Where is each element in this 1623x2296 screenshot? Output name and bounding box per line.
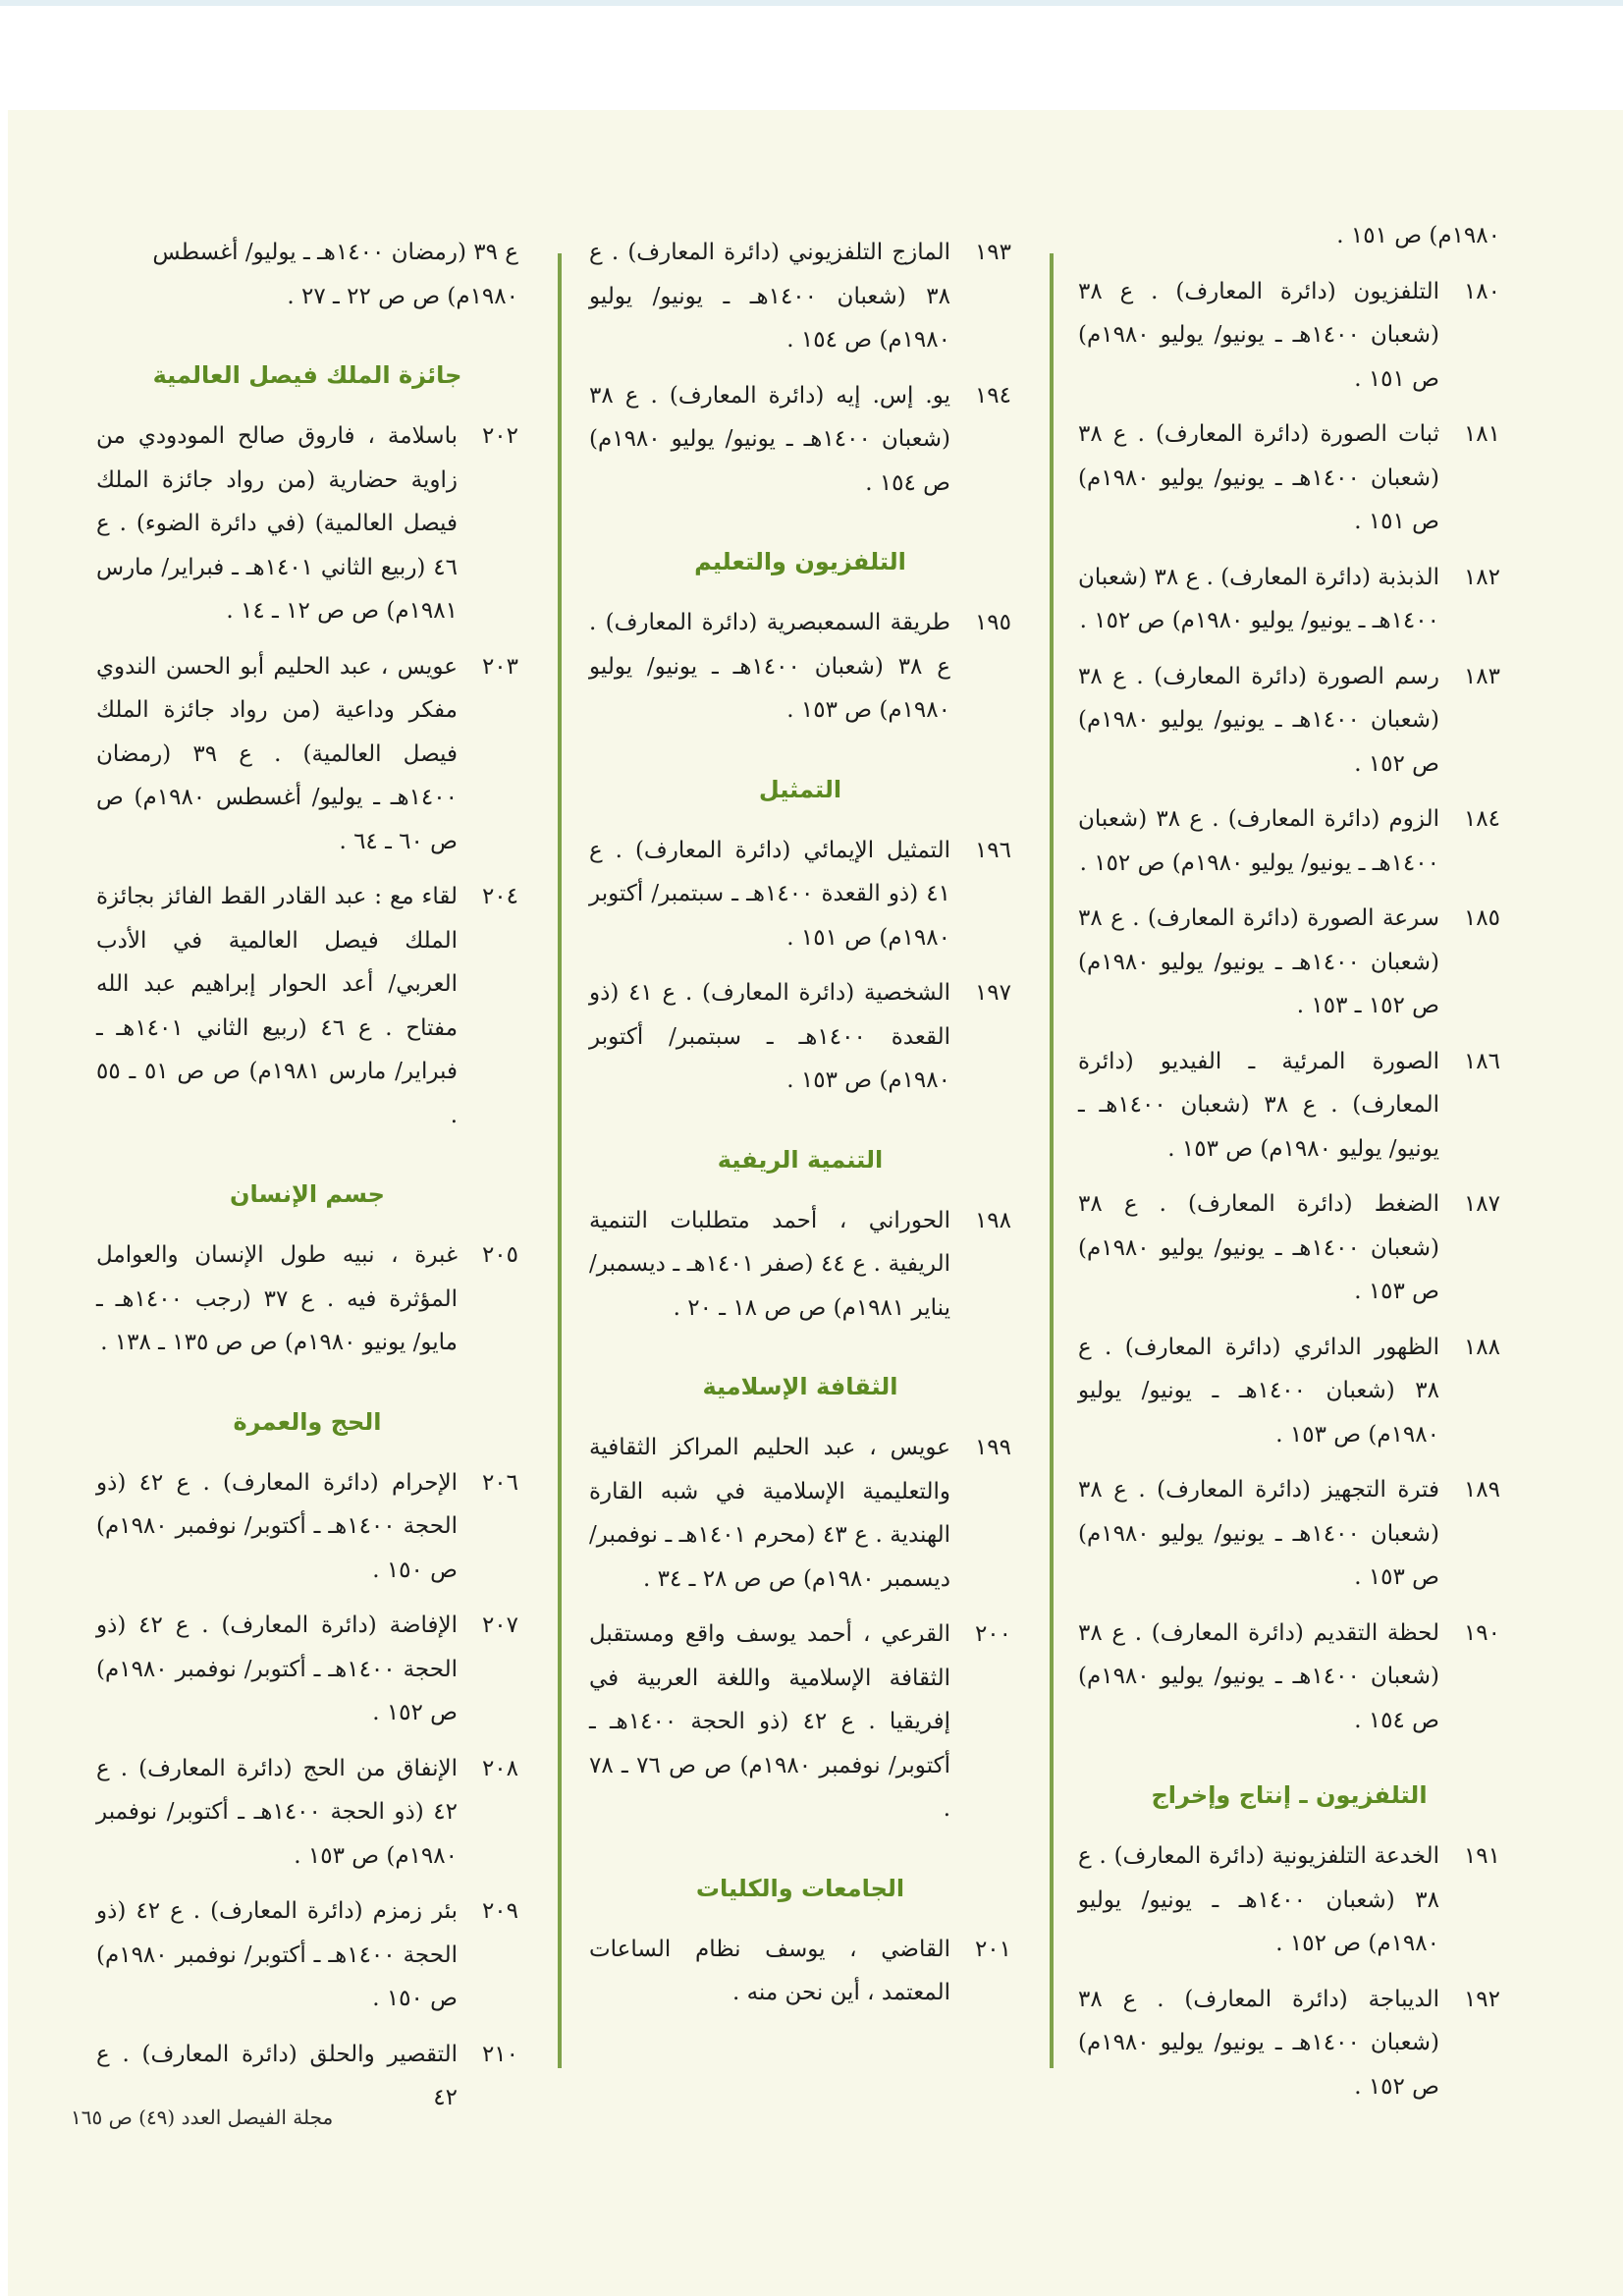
column-rule-left (558, 253, 562, 2068)
section-heading: الثقافة الإسلامية (702, 1373, 898, 1400)
entry-list (589, 1199, 1011, 1331)
entry-number: ١٨١ (1463, 421, 1500, 447)
section-heading: التلفزيون والتعليم (694, 548, 906, 575)
index-entry (1078, 655, 1500, 787)
index-entry (1078, 1978, 1500, 2109)
entry-number: ١٩٥ (974, 610, 1011, 635)
entry-number: ١٩٤ (974, 382, 1011, 409)
entry-list (1078, 270, 1500, 1743)
entry-list (96, 1461, 518, 2120)
entry-text: المازج التلفزيوني (دائرة المعارف) . ع ٣٨ (شعبان ١٤٠٠هـ ـ يونيو/ يوليو ١٩٨٠م) ص ١٥٤ . (589, 240, 950, 353)
entry-list (589, 829, 1011, 1103)
entry-number: ١٩١ (1463, 1843, 1500, 1869)
entry-number: ٢٠٩ (481, 1898, 518, 1924)
index-entry (589, 374, 1011, 506)
index-entry (1078, 1468, 1500, 1600)
continuation-text: ع ٣٩ (رمضان ١٤٠٠هـ ـ يوليو/ أغسطس ١٩٨٠م) ص ص ٢٢ ـ ٢٧ . (152, 240, 518, 309)
entry-number: ٢٠٢ (481, 423, 518, 449)
entry-list (1078, 1834, 1500, 2108)
section-heading: التنمية الريفية (717, 1145, 884, 1174)
entry-number: ١٩٢ (1463, 1986, 1500, 2012)
entry-text: الإفاضة (دائرة المعارف) . ع ٤٢ (ذو الحجة ١٤٠٠هـ ـ أكتوبر/ نوفمبر ١٩٨٠م) ص ١٥٢ . (96, 1613, 459, 1725)
entry-number: ١٩٩ (974, 1435, 1011, 1460)
entry-number: ٢٠٠ (974, 1621, 1011, 1647)
entry-number: ١٨٠ (1463, 278, 1500, 304)
page-footer: مجلة الفيصل العدد (٤٩) ص ١٦٥ (71, 2105, 334, 2129)
index-entry (96, 1604, 518, 1735)
entry-text: لحظة التقديم (دائرة المعارف) . ع ٣٨ (شعبان ١٤٠٠هـ ـ يونيو/ يوليو ١٩٨٠م) ص ١٥٤ . (1078, 1619, 1439, 1733)
entry-number: ١٨٤ (1463, 806, 1500, 832)
index-column-middle (589, 231, 1011, 2296)
entry-list (589, 1928, 1011, 2015)
entry-number: ٢٠٧ (481, 1613, 518, 1638)
index-entry (589, 1426, 1011, 1601)
section-heading: جائزة الملك فيصل العالمية (152, 361, 462, 389)
entry-number: ١٨٢ (1463, 564, 1500, 590)
continuation-text: ١٩٨٠م) ص ١٥١ . (1336, 223, 1500, 248)
index-column-left (96, 231, 518, 2296)
index-entry (96, 1889, 518, 2021)
entry-text: التقصير والحلق (دائرة المعارف) . ع ٤٢ (96, 2041, 458, 2110)
index-entry (589, 601, 1011, 733)
entry-text: الذبذبة (دائرة المعارف) . ع ٣٨ (شعبان ١٤٠٠هـ ـ يونيو/ يوليو ١٩٨٠م) ص ١٥٢ . (1078, 564, 1439, 633)
entry-text: القرعي ، أحمد يوسف واقع ومستقبل الثقافة الإسلامية واللغة العربية في إفريقيا . ع ٤٢ (ذو الحجة ١٤٠٠هـ ـ أكتوبر/ نوفمبر ١٩٨٠م) ص ص ٧٦ ـ ٧٨ . (589, 1621, 950, 1822)
entry-number: ١٨٨ (1463, 1334, 1500, 1360)
entry-text: الزوم (دائرة المعارف) . ع ٣٨ (شعبان ١٤٠٠هـ ـ يونيو/ يوليو ١٩٨٠م) ص ١٥٢ . (1078, 806, 1439, 876)
section-heading: جسم الإنسان (230, 1180, 385, 1208)
index-entry (1078, 797, 1500, 885)
index-entry (96, 645, 518, 864)
entry-list (96, 1233, 518, 1365)
entry-text: عويس ، عبد الحليم أبو الحسن الندوي مفكر وداعية (من رواد جائزة الملك فيصل العالمية) . ع ٣٩ (رمضان ١٤٠٠هـ ـ يوليو/ أغسطس ١٩٨٠م) ص ص ٦٠ ـ ٦٤ . (96, 653, 458, 854)
index-entry (1078, 1040, 1500, 1172)
entry-text: يو. إس. إيه (دائرة المعارف) . ع ٣٨ (شعبان ١٤٠٠هـ ـ يونيو/ يوليو ١٩٨٠م) ص ١٥٤ . (589, 382, 950, 496)
entry-text: التمثيل الإيمائي (دائرة المعارف) . ع ٤١ (ذو القعدة ١٤٠٠هـ ـ سبتمبر/ أكتوبر ١٩٨٠م) ص ١٥١ . (589, 837, 950, 951)
entry-text: الإنفاق من الحج (دائرة المعارف) . ع ٤٢ (ذو الحجة ١٤٠٠هـ ـ أكتوبر/ نوفمبر ١٩٨٠م) ص ١٥٣ . (96, 1755, 458, 1869)
index-entry (96, 1233, 518, 1365)
entry-number: ٢١٠ (481, 2041, 518, 2067)
entry-number: ١٨٦ (1463, 1048, 1500, 1074)
index-entry (1078, 1326, 1500, 1457)
index-entry (1078, 270, 1500, 402)
entry-text: رسم الصورة (دائرة المعارف) . ع ٣٨ (شعبان ١٤٠٠هـ ـ يونيو/ يوليو ١٩٨٠م) ص ١٥٢ . (1078, 663, 1439, 777)
entry-list (589, 601, 1011, 733)
entry-number: ٢٠٣ (481, 653, 518, 680)
entry-text: لقاء مع : عبد القادر القط الفائز بجائزة الملك فيصل العالمية في الأدب العربي/ أعد الحوار إبراهيم عبد الله مفتاح . ع ٤٦ (ربيع الثاني ١٤٠١هـ ـ فبراير/ مارس ١٩٨١م) ص ص ٥١ ـ ٥٥ . (96, 884, 459, 1128)
index-entry (96, 1747, 518, 1879)
entry-list (589, 231, 1011, 505)
index-entry (96, 414, 518, 633)
index-entry (96, 875, 518, 1137)
entry-text: الإحرام (دائرة المعارف) . ع ٤٢ (ذو الحجة ١٤٠٠هـ ـ أكتوبر/ نوفمبر ١٩٨٠م) ص ١٥٠ . (96, 1469, 459, 1583)
index-entry (589, 971, 1011, 1103)
entry-text: الظهور الدائري (دائرة المعارف) . ع ٣٨ (شعبان ١٤٠٠هـ ـ يونيو/ يوليو ١٩٨٠م) ص ١٥٣ . (1078, 1334, 1439, 1448)
entry-text: بئر زمزم (دائرة المعارف) . ع ٤٢ (ذو الحجة ١٤٠٠هـ ـ أكتوبر/ نوفمبر ١٩٨٠م) ص ١٥٠ . (96, 1898, 459, 2011)
entry-text: الشخصية (دائرة المعارف) . ع ٤١ (ذو القعدة ١٤٠٠هـ ـ سبتمبر/ أكتوبر ١٩٨٠م) ص ١٥٣ . (589, 980, 951, 1093)
entry-text: سرعة الصورة (دائرة المعارف) . ع ٣٨ (شعبان ١٤٠٠هـ ـ يونيو/ يوليو ١٩٨٠م) ص ١٥٢ ـ ١٥٣ . (1078, 905, 1439, 1018)
entry-number: ١٩٣ (974, 240, 1011, 265)
entry-text: الصورة المرئية ـ الفيديو (دائرة المعارف) . ع ٣٨ (شعبان ١٤٠٠هـ ـ يونيو/ يوليو ١٩٨٠م) ص ١٥٣ . (1078, 1048, 1439, 1162)
entry-list (96, 414, 518, 1137)
entry-list (589, 1426, 1011, 1831)
entry-text: التلفزيون (دائرة المعارف) . ع ٣٨ (شعبان ١٤٠٠هـ ـ يونيو/ يوليو ١٩٨٠م) ص ١٥١ . (1078, 278, 1439, 392)
entry-number: ١٩٠ (1463, 1619, 1500, 1646)
index-entry (589, 829, 1011, 960)
entry-number: ١٩٦ (974, 837, 1011, 863)
index-entry (589, 1613, 1011, 1831)
index-entry (589, 1199, 1011, 1331)
entry-number: ٢٠٥ (481, 1242, 518, 1268)
index-entry (589, 1928, 1011, 2015)
index-entry (1078, 1834, 1500, 1966)
entry-text: باسلامة ، فاروق صالح المودودي من زاوية حضارية (من رواد جائزة الملك فيصل العالمية) (في دائرة الضوء) . ع ٤٦ (ربيع الثاني ١٤٠١هـ ـ فبراير/ مارس ١٩٨١م) ص ص ١٢ ـ ١٤ . (96, 423, 458, 624)
entry-text: الديباجة (دائرة المعارف) . ع ٣٨ (شعبان ١٤٠٠هـ ـ يونيو/ يوليو ١٩٨٠م) ص ١٥٢ . (1078, 1986, 1439, 2100)
index-entry (589, 231, 1011, 362)
entry-text: فترة التجهيز (دائرة المعارف) . ع ٣٨ (شعبان ١٤٠٠هـ ـ يونيو/ يوليو ١٩٨٠م) ص ١٥٣ . (1078, 1477, 1439, 1590)
index-entry (1078, 556, 1500, 643)
index-entry (1078, 897, 1500, 1028)
top-band (0, 0, 1623, 6)
entry-text: عويس ، عبد الحليم المراكز الثقافية والتعليمية الإسلامية في شبه القارة الهندية . ع ٤٣ (محرم ١٤٠١هـ ـ نوفمبر/ ديسمبر ١٩٨٠م) ص ص ٢٨ ـ ٣٤ . (589, 1435, 950, 1592)
entry-number: ١٩٧ (974, 980, 1011, 1006)
index-entry (1078, 412, 1500, 544)
entry-number: ٢٠٦ (481, 1469, 518, 1496)
section-heading: التمثيل (758, 775, 842, 803)
entry-text: القاضي ، يوسف نظام الساعات المعتمد ، أين نحن منه . (589, 1936, 950, 2005)
entry-number: ١٨٩ (1463, 1477, 1500, 1503)
entry-text: الخدعة التلفزيونية (دائرة المعارف) . ع ٣٨ (شعبان ١٤٠٠هـ ـ يونيو/ يوليو ١٩٨٠م) ص ١٥٢ . (1078, 1843, 1439, 1956)
index-entry (1078, 1182, 1500, 1314)
section-heading: الحج والعمرة (233, 1407, 382, 1436)
section-heading: الجامعات والكليات (695, 1874, 905, 1902)
entry-number: ١٨٣ (1463, 663, 1500, 689)
entry-number: ٢٠٤ (481, 884, 518, 909)
entry-number: ٢٠٨ (481, 1755, 518, 1781)
entry-number: ١٩٨ (974, 1207, 1011, 1233)
entry-number: ١٨٥ (1463, 905, 1500, 931)
column-rule-right (1050, 253, 1054, 2068)
entry-number: ١٨٧ (1463, 1191, 1500, 1217)
entry-text: ثبات الصورة (دائرة المعارف) . ع ٣٨ (شعبان ١٤٠٠هـ ـ يونيو/ يوليو ١٩٨٠م) ص ١٥١ . (1078, 421, 1439, 534)
index-column-right (1078, 214, 1500, 2296)
section-heading: التلفزيون ـ إنتاج وإخراج (1151, 1781, 1428, 1809)
entry-text: الحوراني ، أحمد متطلبات التنمية الريفية . ع ٤٤ (صفر ١٤٠١هـ ـ ديسمبر/ يناير ١٩٨١م) ص ص ١٨ ـ ٢٠ . (589, 1207, 950, 1321)
index-entry (96, 1461, 518, 1593)
entry-text: الضغط (دائرة المعارف) . ع ٣٨ (شعبان ١٤٠٠هـ ـ يونيو/ يوليو ١٩٨٠م) ص ١٥٣ . (1078, 1191, 1439, 1304)
entry-number: ٢٠١ (974, 1936, 1011, 1962)
entry-text: طريقة السمعبصرية (دائرة المعارف) . ع ٣٨ (شعبان ١٤٠٠هـ ـ يونيو/ يوليو ١٩٨٠م) ص ١٥٣ . (589, 610, 950, 723)
index-entry (1078, 1612, 1500, 1743)
entry-text: غبرة ، نبيه طول الإنسان والعوامل المؤثرة فيه . ع ٣٧ (رجب ١٤٠٠هـ ـ مايو/ يونيو ١٩٨٠م) ص ص ١٣٥ ـ ١٣٨ . (96, 1242, 458, 1355)
